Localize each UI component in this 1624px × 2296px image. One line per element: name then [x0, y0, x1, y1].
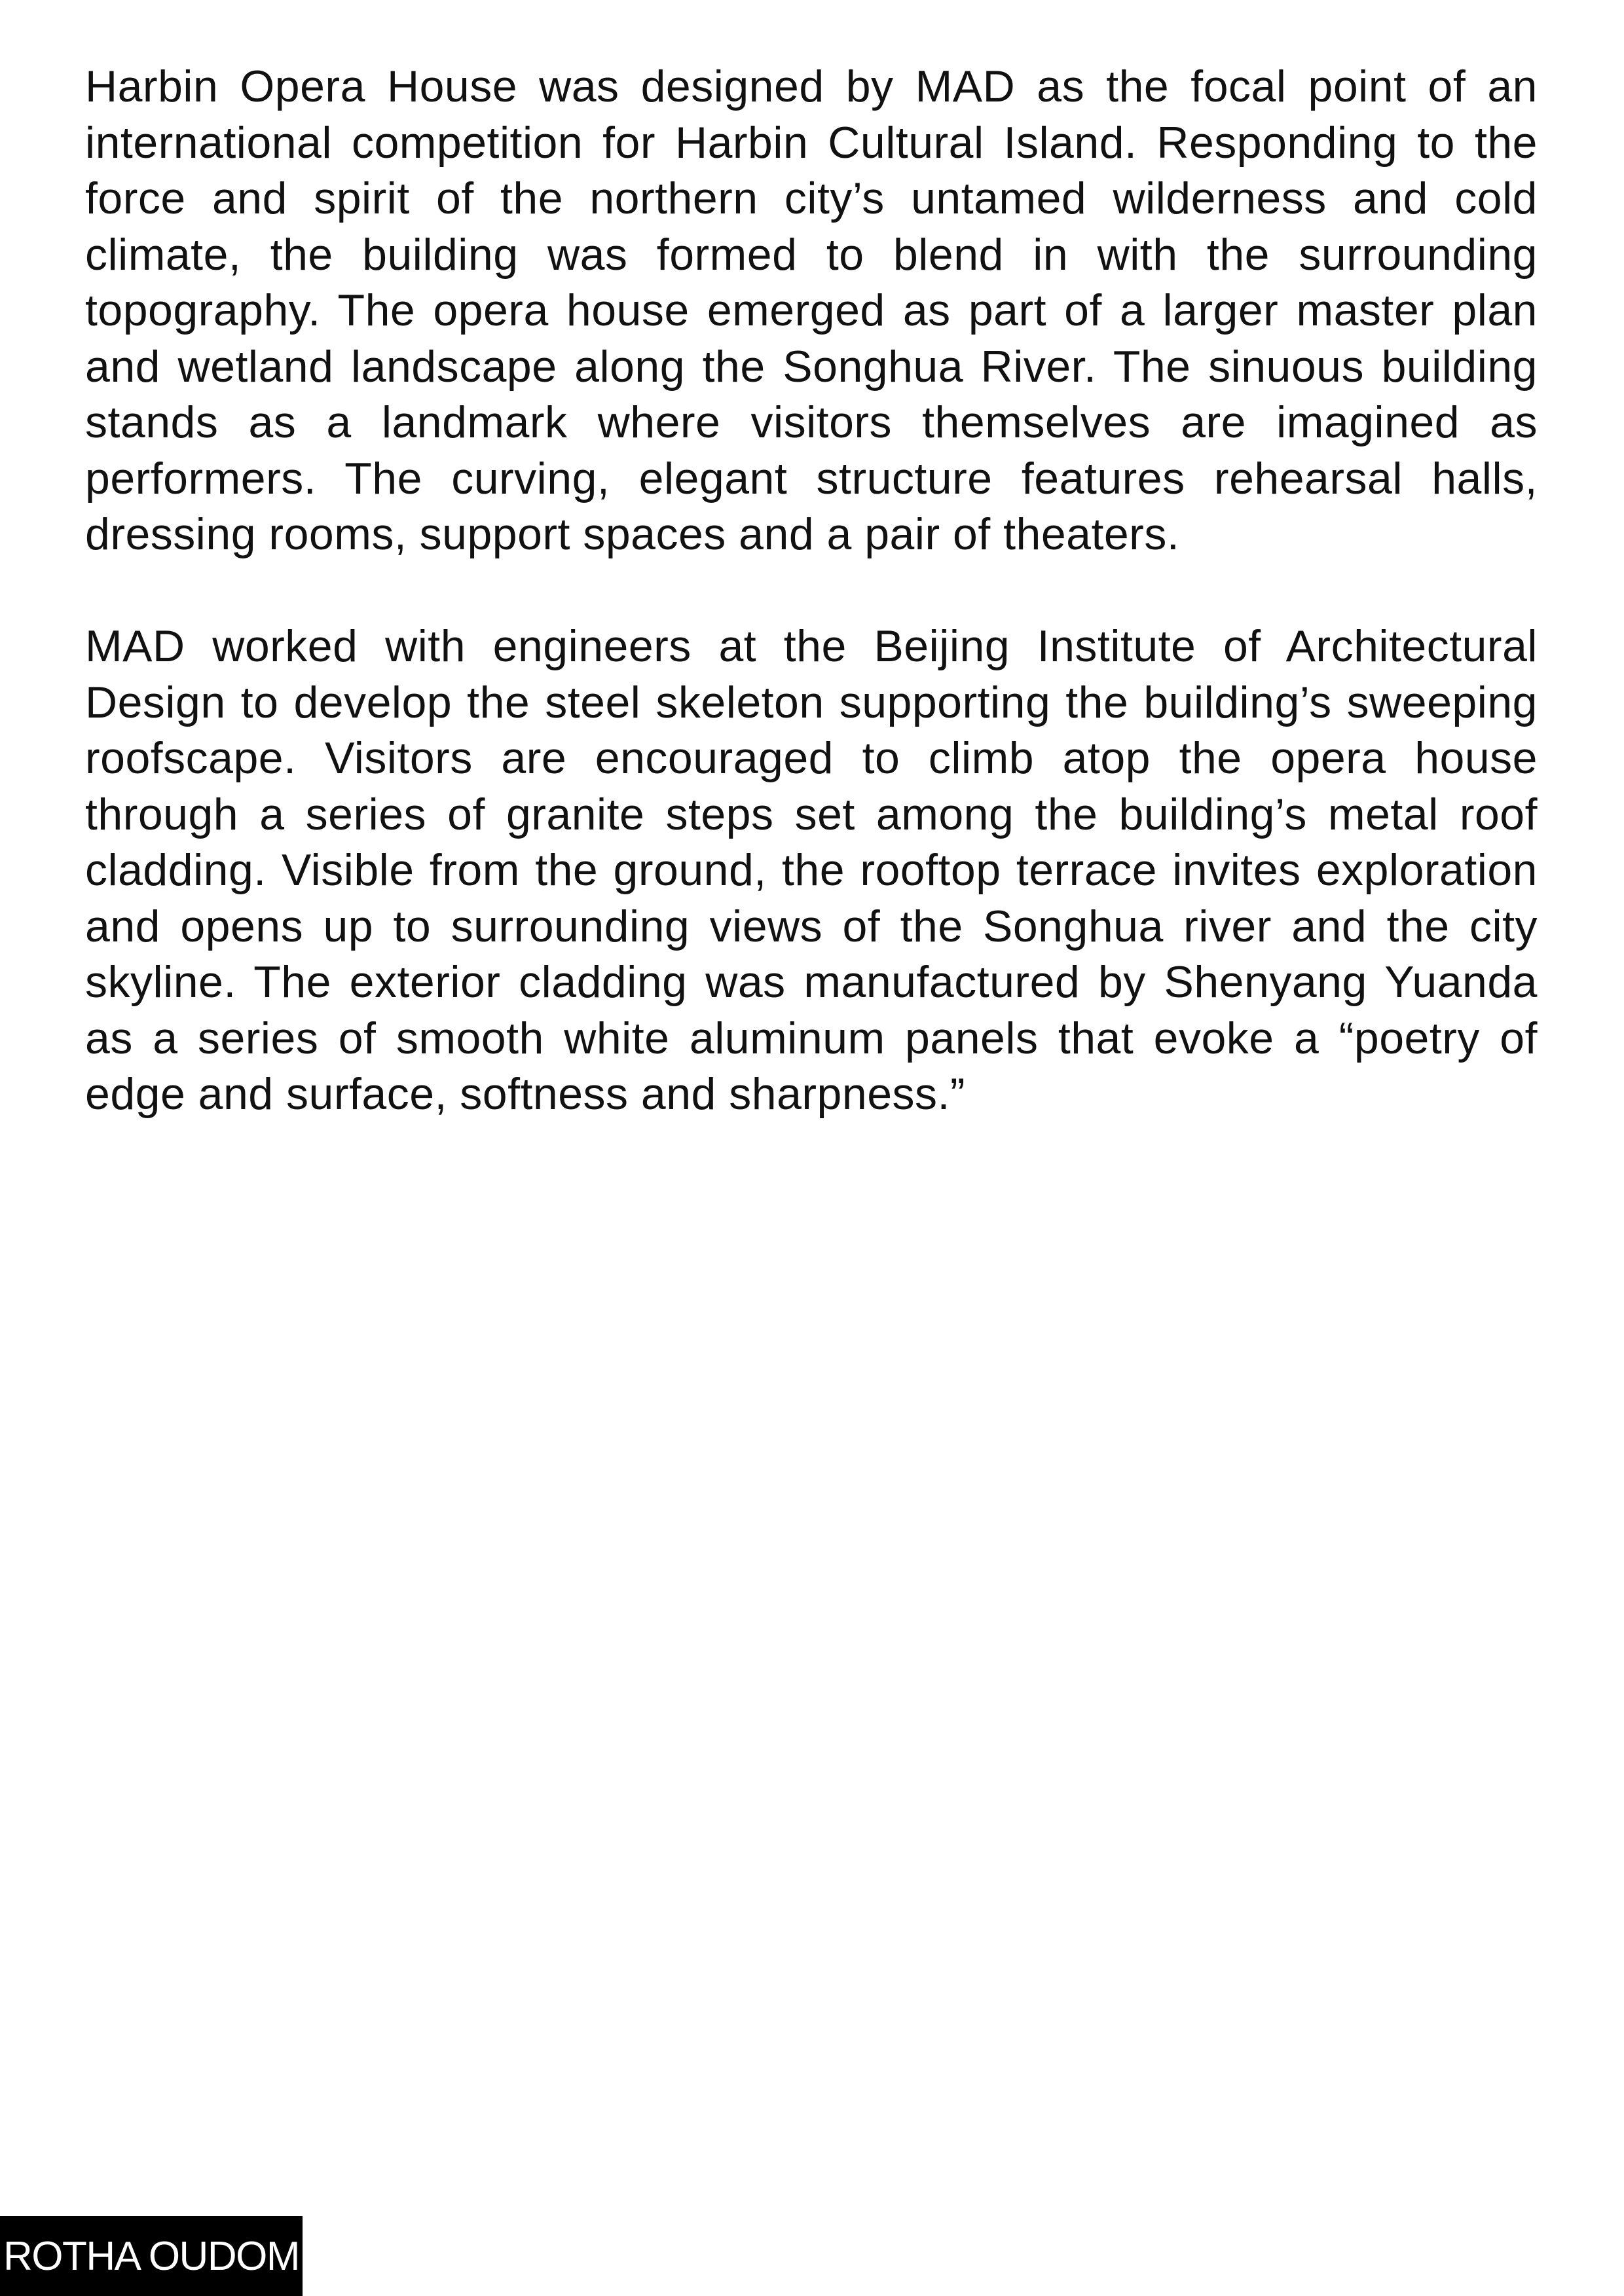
- paragraph-intro: Harbin Opera House was designed by MAD as the focal point of an international competition for Harbin Cultural Island. Responding to the force and spirit of the northern city’s untamed wilderness and cold climate, the building was formed to blend in with the surrounding topography. The opera house emerged as part of a larger master plan and wetland landscape along the Songhua River. The sinuous building stands as a landmark where visitors themselves are imagined as performers. The curving, elegant structure features rehearsal halls, dressing rooms, support spaces and a pair of theaters.: [85, 62, 1538, 559]
- author-label: [0, 2216, 303, 2296]
- author-name: ROTHA OUDOM: [3, 2233, 299, 2279]
- paragraph-construction: MAD worked with engineers at the Beijing Institute of Architectural Design to develop the steel skeleton supporting the building’s sweeping roofscape. Visitors are encouraged to climb atop the opera house through a series of granite steps set among the building’s metal roof cladding. Visible from the ground, the rooftop terrace invites exploration and opens up to surrounding views of the Songhua river and the city skyline. The exterior cladding was manufactured by Shenyang Yuanda as a series of smooth white aluminum panels that evoke a “poetry of edge and surface, softness and sharpness.”: [85, 621, 1538, 1119]
- body-text: [85, 59, 1538, 1123]
